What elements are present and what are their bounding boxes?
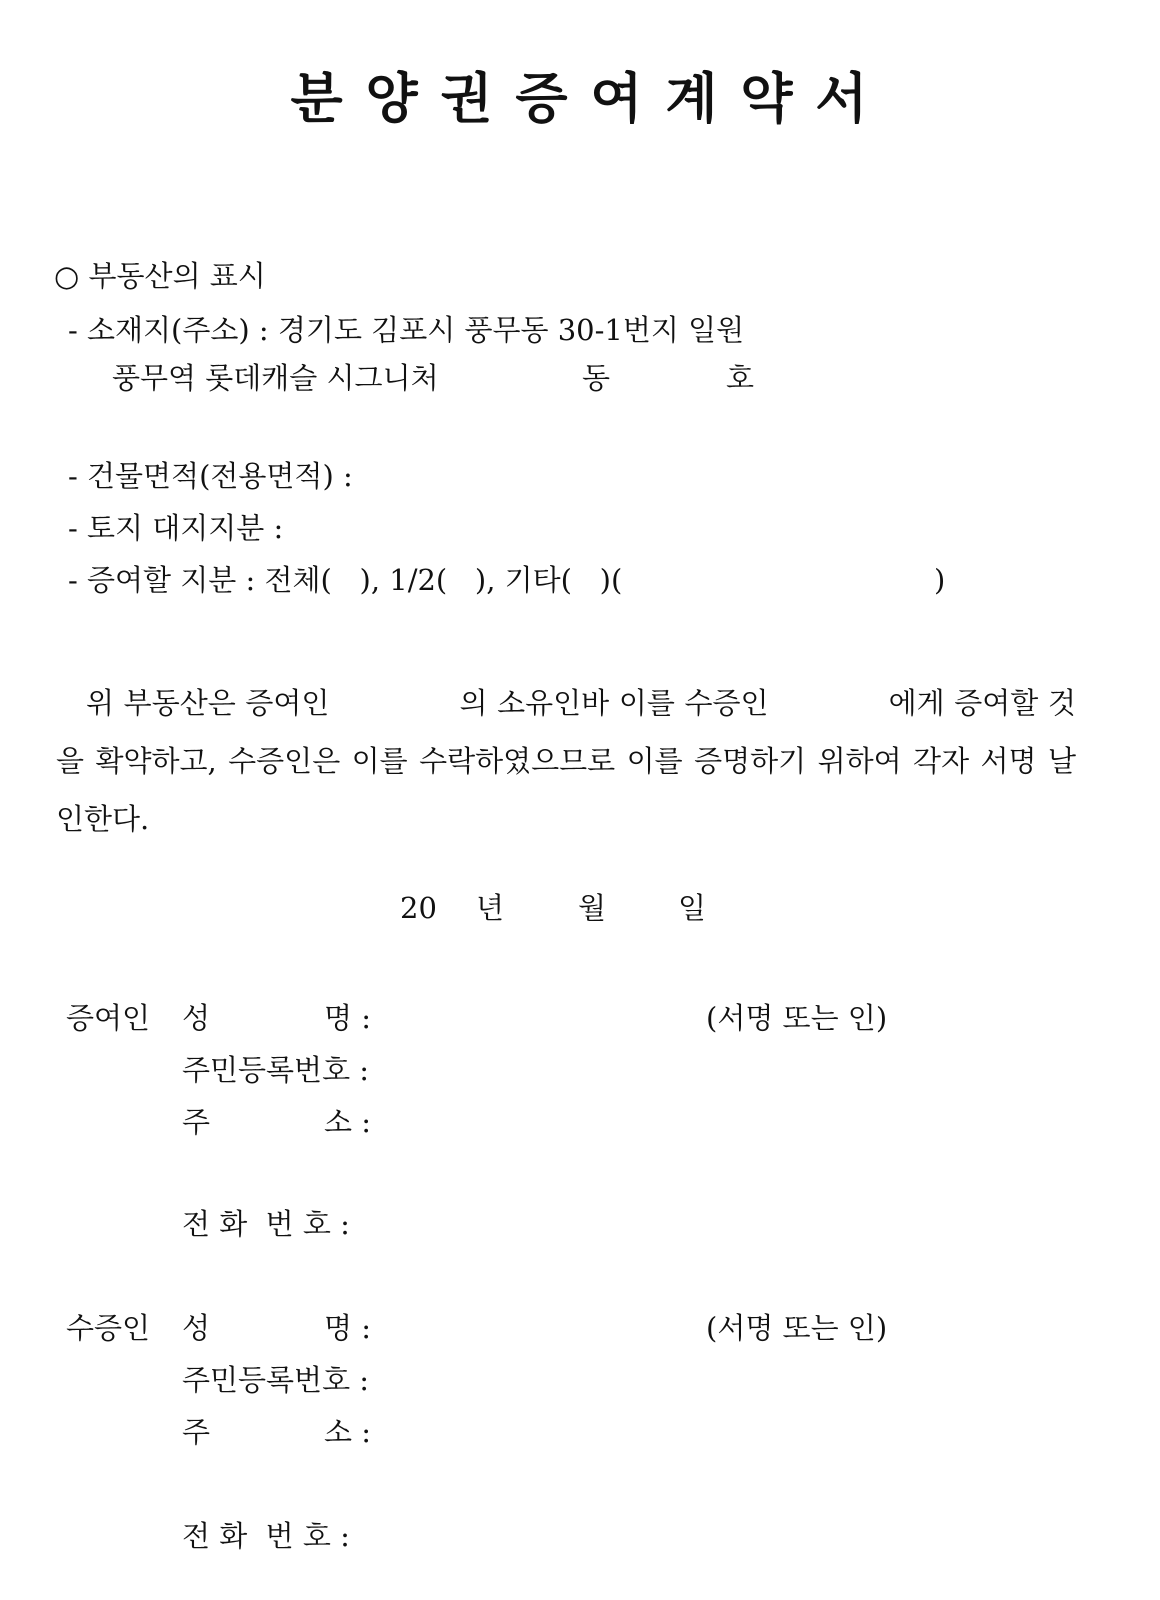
property-heading: ○ 부동산의 표시 <box>54 259 266 293</box>
donee-name-label-a: 성 <box>182 1311 211 1345</box>
donor-name-label-b: 명 : <box>324 1001 372 1035</box>
date-day-unit: 일 <box>678 891 707 925</box>
land-share-line: - 토지 대지지분 : <box>68 511 284 545</box>
dong-label: 동 <box>582 361 611 395</box>
gift-share-close: ) <box>934 563 946 597</box>
document-title: 분 양 권 증 여 계 약 서 <box>290 67 870 130</box>
gift-share-line: - 증여할 지분 : 전체( ), 1/2( ), 기타( )( <box>68 563 623 597</box>
donee-addr-label-b: 소 : <box>324 1415 372 1449</box>
statement-part2: 의 소유인바 이를 수증인 <box>459 686 769 720</box>
donee-role: 수증인 <box>66 1311 151 1345</box>
date-year: 20 <box>400 891 437 925</box>
donor-name-label-a: 성 <box>182 1001 211 1035</box>
area-line: - 건물면적(전용면적) : <box>68 459 353 493</box>
donee-addr-label-a: 주 <box>182 1415 211 1449</box>
date-year-unit: 년 <box>476 891 505 925</box>
donor-phone-label: 전 화 번 호 : <box>182 1207 350 1241</box>
donee-name-label-b: 명 : <box>324 1311 372 1345</box>
donor-rrn-label: 주민등록번호 : <box>182 1053 370 1087</box>
location-line: - 소재지(주소) : 경기도 김포시 풍무동 30-1번지 일원 <box>68 313 745 347</box>
donee-sign-label: (서명 또는 인) <box>706 1311 888 1345</box>
statement-part1: 위 부동산은 증여인 <box>86 686 330 720</box>
ho-label: 호 <box>726 361 755 395</box>
donor-addr-label-a: 주 <box>182 1105 211 1139</box>
donor-role: 증여인 <box>66 1001 151 1035</box>
donor-sign-label: (서명 또는 인) <box>706 1001 888 1035</box>
location-complex: 풍무역 롯데캐슬 시그니처 <box>112 361 439 395</box>
statement-paragraph <box>56 674 1076 848</box>
donor-addr-label-b: 소 : <box>324 1105 372 1139</box>
date-month-unit: 월 <box>578 891 607 925</box>
donee-rrn-label: 주민등록번호 : <box>182 1363 370 1397</box>
donee-phone-label: 전 화 번 호 : <box>182 1519 350 1553</box>
statement-part3: 에게 증여할 것을 확약하고, 수증인은 이를 수락하였으므로 이를 증명하기 위하여 각자 서명 날인한다. <box>56 686 1076 836</box>
